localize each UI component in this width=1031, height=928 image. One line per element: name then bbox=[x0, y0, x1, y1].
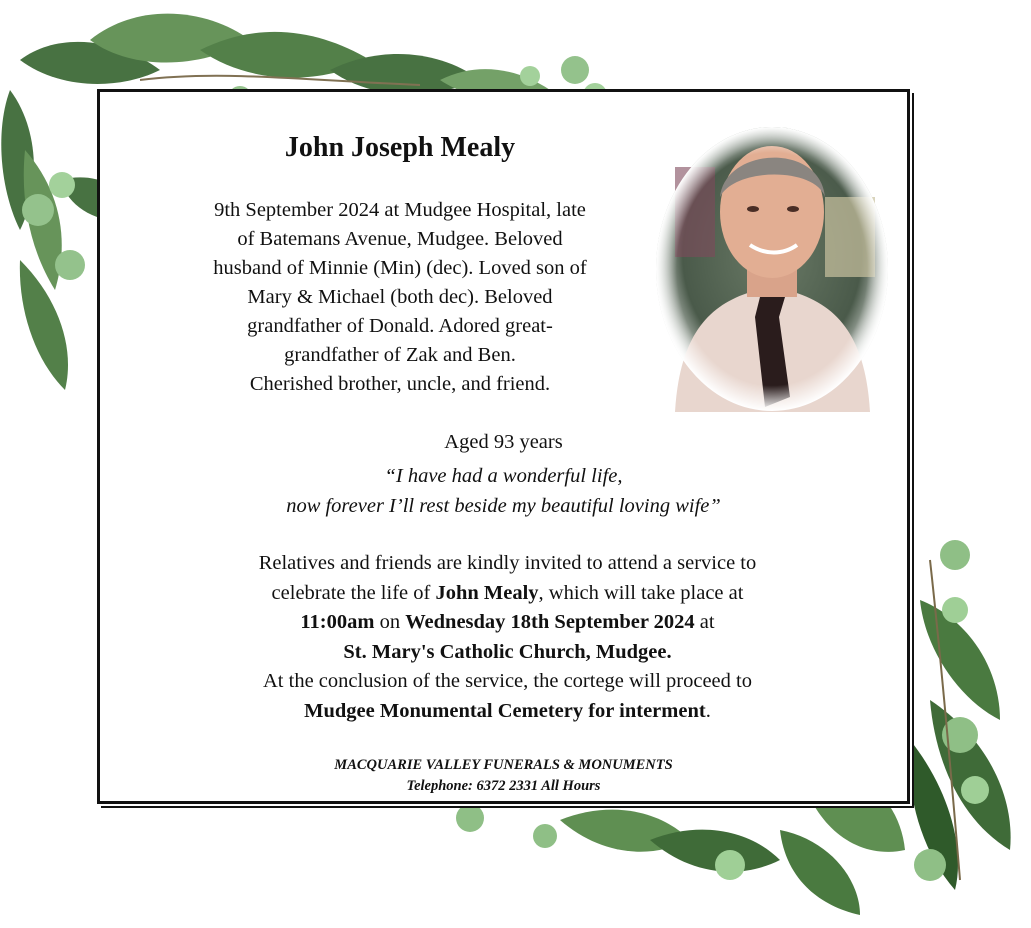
service-line-2: celebrate the life of John Mealy, which will take place at bbox=[271, 581, 744, 604]
funeral-phone: Telephone: 6372 2331 All Hours bbox=[406, 778, 601, 794]
bio-line: of Batemans Avenue, Mudgee. Beloved bbox=[237, 228, 563, 250]
bio-line: 9th September 2024 at Mudgee Hospital, late bbox=[214, 199, 586, 221]
service-venue: St. Mary's Catholic Church, Mudgee. bbox=[343, 640, 672, 663]
bio-line: grandfather of Zak and Ben. bbox=[284, 344, 516, 366]
bio-line: grandfather of Donald. Adored great- bbox=[247, 315, 553, 337]
service-time: 11:00am bbox=[300, 611, 375, 633]
biography-text bbox=[160, 196, 640, 399]
service-details bbox=[140, 549, 875, 726]
service-line-1: Relatives and friends are kindly invited to attend a service to bbox=[258, 552, 757, 574]
quote-line: “I have had a wonderful life, bbox=[384, 465, 623, 487]
service-line-6: Mudgee Monumental Cemetery for interment. bbox=[304, 699, 711, 722]
funeral-company: MACQUARIE VALLEY FUNERALS & MONUMENTS bbox=[334, 757, 673, 773]
funeral-director-footer bbox=[97, 755, 910, 797]
bio-line: husband of Minnie (Min) (dec). Loved son of bbox=[213, 257, 587, 279]
bio-line: Mary & Michael (both dec). Beloved bbox=[247, 286, 553, 308]
deceased-name: John Joseph Mealy bbox=[284, 132, 516, 163]
service-line-5: At the conclusion of the service, the cortege will proceed to bbox=[263, 670, 752, 692]
portrait-photo bbox=[655, 127, 890, 412]
quote-line: now forever I’ll rest beside my beautiful loving wife” bbox=[286, 495, 721, 517]
age-text: Aged 93 years bbox=[444, 431, 563, 453]
cemetery-name: Mudgee Monumental Cemetery for interment bbox=[304, 699, 706, 722]
service-line-3: 11:00am on Wednesday 18th September 2024 at bbox=[300, 611, 715, 633]
service-date: Wednesday 18th September 2024 bbox=[405, 611, 695, 633]
bio-line: Cherished brother, uncle, and friend. bbox=[249, 373, 551, 395]
deceased-short-name: John Mealy bbox=[435, 581, 539, 604]
memorial-quote bbox=[97, 461, 910, 521]
